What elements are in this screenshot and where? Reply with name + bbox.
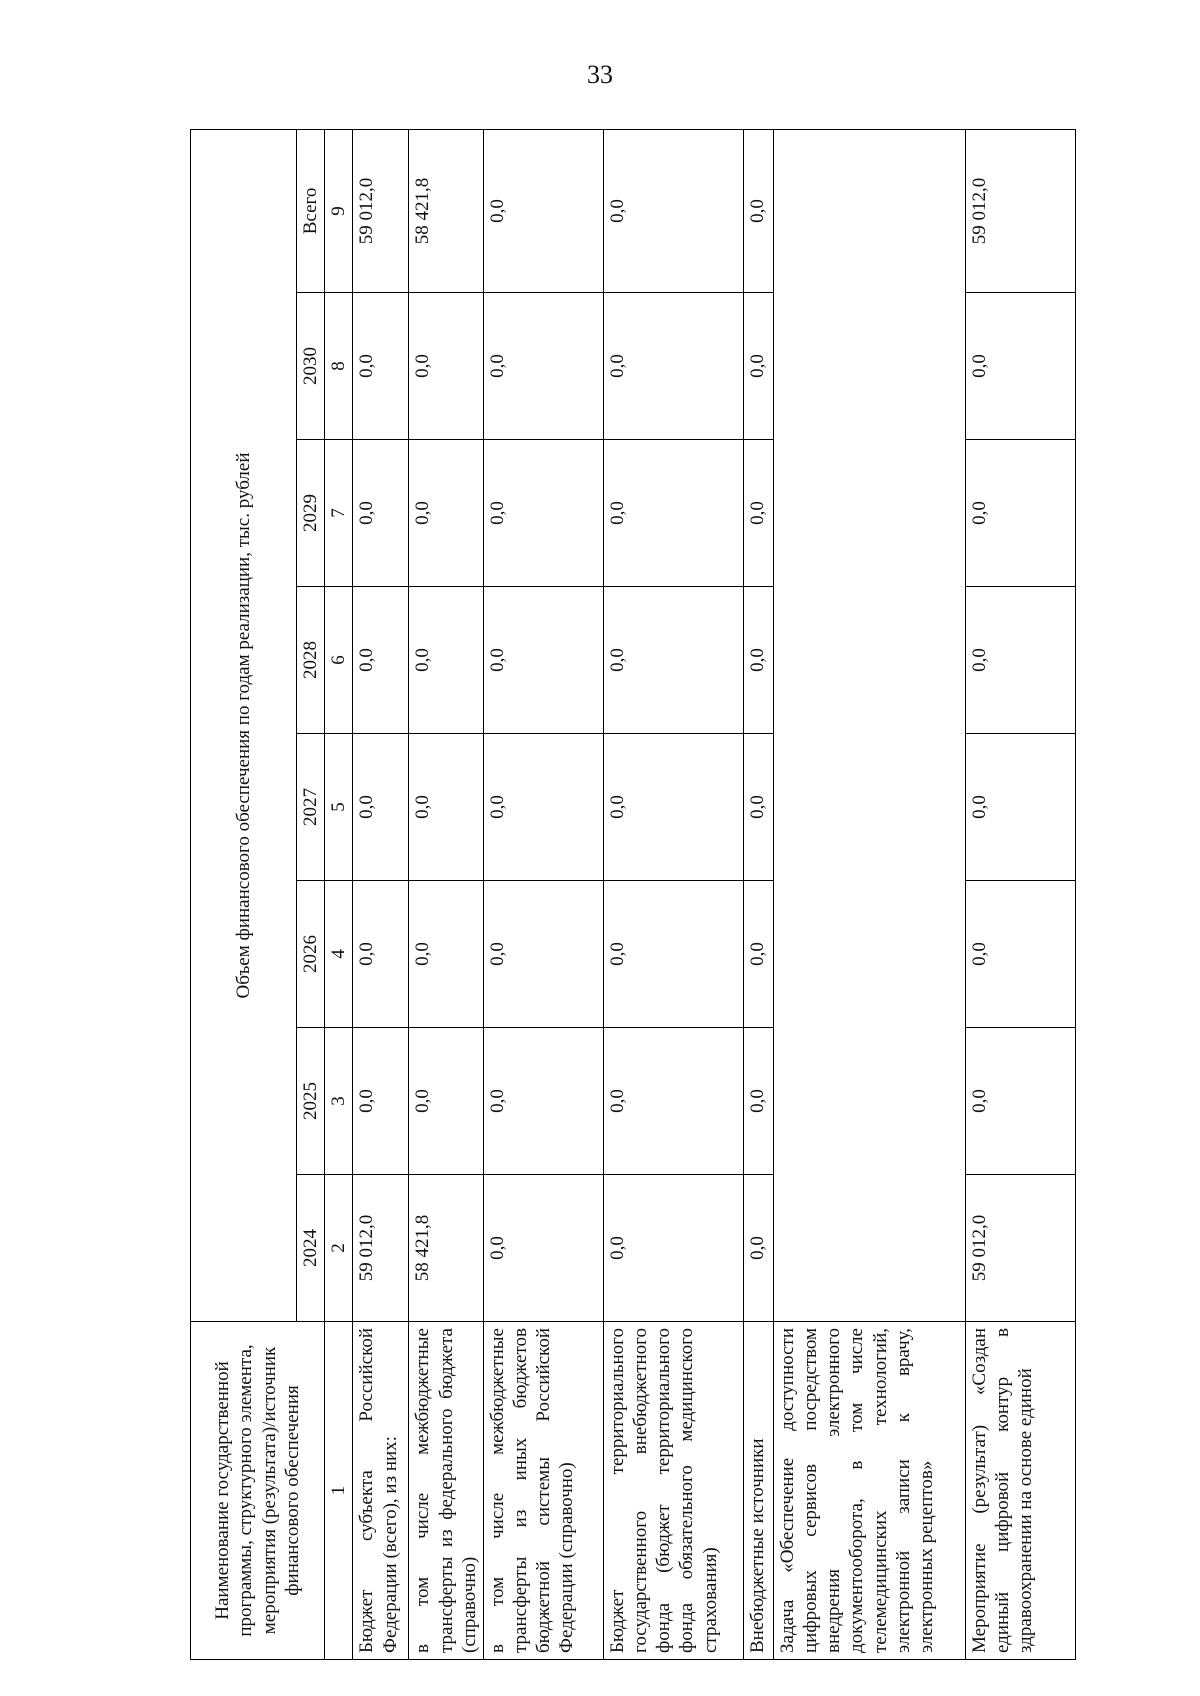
- value-cell: 0,0: [965, 1028, 1075, 1175]
- value-cell: 0,0: [483, 129, 603, 292]
- row-name: Бюджет территориального государственного внебюджетного фонда (бюджет территориального фонда обязательного медицинского страхования): [603, 1322, 743, 1660]
- column-number: 4: [325, 881, 353, 1028]
- year-header: 2024: [297, 1175, 325, 1322]
- value-cell: 0,0: [965, 881, 1075, 1028]
- page-number: 33: [587, 60, 613, 89]
- value-cell: 0,0: [353, 734, 409, 881]
- row-name: Мероприятие (результат) «Создан единый цифровой контур в здравоохранении на основе единой: [965, 1322, 1075, 1660]
- table-row-federal-transfers: [409, 129, 484, 1659]
- value-cell: 0,0: [483, 587, 603, 734]
- value-cell: 0,0: [743, 587, 773, 734]
- value-cell: 0,0: [743, 734, 773, 881]
- volume-header: Объем финансового обеспечения по годам реализации, тыс. рублей: [191, 129, 297, 1321]
- value-cell: 59 012,0: [965, 129, 1075, 292]
- year-header: 2028: [297, 587, 325, 734]
- value-cell: 0,0: [743, 440, 773, 587]
- value-cell: 0,0: [353, 881, 409, 1028]
- column-number-row: [325, 129, 353, 1659]
- task-name: Задача «Обеспечение доступности цифровых сервисов посредством внедрения электронного документооборота, в том числе телемедицинских технологий, электронной записи к врачу, электронных рецептов»: [773, 1322, 965, 1660]
- value-cell: 0,0: [483, 1175, 603, 1322]
- value-cell: 0,0: [409, 440, 484, 587]
- value-cell: 0,0: [353, 293, 409, 440]
- row-name: Внебюджетные источники: [743, 1322, 773, 1660]
- year-header: 2030: [297, 293, 325, 440]
- value-cell: 0,0: [603, 440, 743, 587]
- value-cell: 0,0: [965, 587, 1075, 734]
- year-header: 2029: [297, 440, 325, 587]
- value-cell: 0,0: [743, 1028, 773, 1175]
- value-cell: 0,0: [409, 881, 484, 1028]
- task-spacer: [773, 129, 965, 1321]
- value-cell: 0,0: [409, 587, 484, 734]
- total-header: Всего: [297, 129, 325, 292]
- value-cell: 0,0: [353, 587, 409, 734]
- table-row-regional-budget: [353, 129, 409, 1659]
- column-number: 7: [325, 440, 353, 587]
- value-cell: 0,0: [965, 293, 1075, 440]
- column-number: 2: [325, 1175, 353, 1322]
- value-cell: 0,0: [409, 734, 484, 881]
- value-cell: 0,0: [965, 440, 1075, 587]
- value-cell: 0,0: [743, 881, 773, 1028]
- value-cell: 0,0: [603, 881, 743, 1028]
- value-cell: 58 421,8: [409, 129, 484, 292]
- table-row-task: [773, 129, 965, 1659]
- value-cell: 0,0: [483, 293, 603, 440]
- value-cell: 0,0: [353, 1028, 409, 1175]
- row-name: в том числе межбюджетные трансферты из федерального бюджета (справочно): [409, 1322, 484, 1660]
- column-number: 5: [325, 734, 353, 881]
- value-cell: 0,0: [409, 1028, 484, 1175]
- value-cell: 0,0: [603, 1175, 743, 1322]
- value-cell: 0,0: [483, 440, 603, 587]
- value-cell: 0,0: [483, 881, 603, 1028]
- value-cell: 0,0: [603, 1028, 743, 1175]
- value-cell: 59 012,0: [965, 1175, 1075, 1322]
- row-name: Бюджет субъекта Российской Федерации (всего), из них:: [353, 1322, 409, 1660]
- rotated-table-wrapper: [190, 130, 1120, 1660]
- financing-table: [190, 129, 1076, 1660]
- value-cell: 0,0: [483, 734, 603, 881]
- table-row-oms-fund: [603, 129, 743, 1659]
- value-cell: 0,0: [603, 129, 743, 292]
- name-column-header: Наименование государственной программы, структурного элемента, мероприятия (результата)/источник финансового обеспечения: [191, 1322, 325, 1660]
- value-cell: 59 012,0: [353, 129, 409, 292]
- value-cell: 0,0: [743, 129, 773, 292]
- value-cell: 0,0: [965, 734, 1075, 881]
- value-cell: 0,0: [743, 1175, 773, 1322]
- year-header: 2027: [297, 734, 325, 881]
- column-number: 1: [325, 1322, 353, 1660]
- value-cell: 0,0: [603, 734, 743, 881]
- column-number: 3: [325, 1028, 353, 1175]
- column-number: 9: [325, 129, 353, 292]
- value-cell: 0,0: [409, 293, 484, 440]
- column-number: 6: [325, 587, 353, 734]
- row-name: в том числе межбюджетные трансферты из иных бюджетов бюджетной системы Российской Федерации (справочно): [483, 1322, 603, 1660]
- column-number: 8: [325, 293, 353, 440]
- table-row-extrabudgetary: [743, 129, 773, 1659]
- year-header: 2025: [297, 1028, 325, 1175]
- value-cell: 0,0: [353, 440, 409, 587]
- value-cell: 0,0: [603, 587, 743, 734]
- value-cell: 58 421,8: [409, 1175, 484, 1322]
- year-header: 2026: [297, 881, 325, 1028]
- value-cell: 0,0: [743, 293, 773, 440]
- table-row-other-transfers: [483, 129, 603, 1659]
- table-row-measure: [965, 129, 1075, 1659]
- value-cell: 0,0: [483, 1028, 603, 1175]
- value-cell: 59 012,0: [353, 1175, 409, 1322]
- header-row-1: [191, 129, 297, 1659]
- value-cell: 0,0: [603, 293, 743, 440]
